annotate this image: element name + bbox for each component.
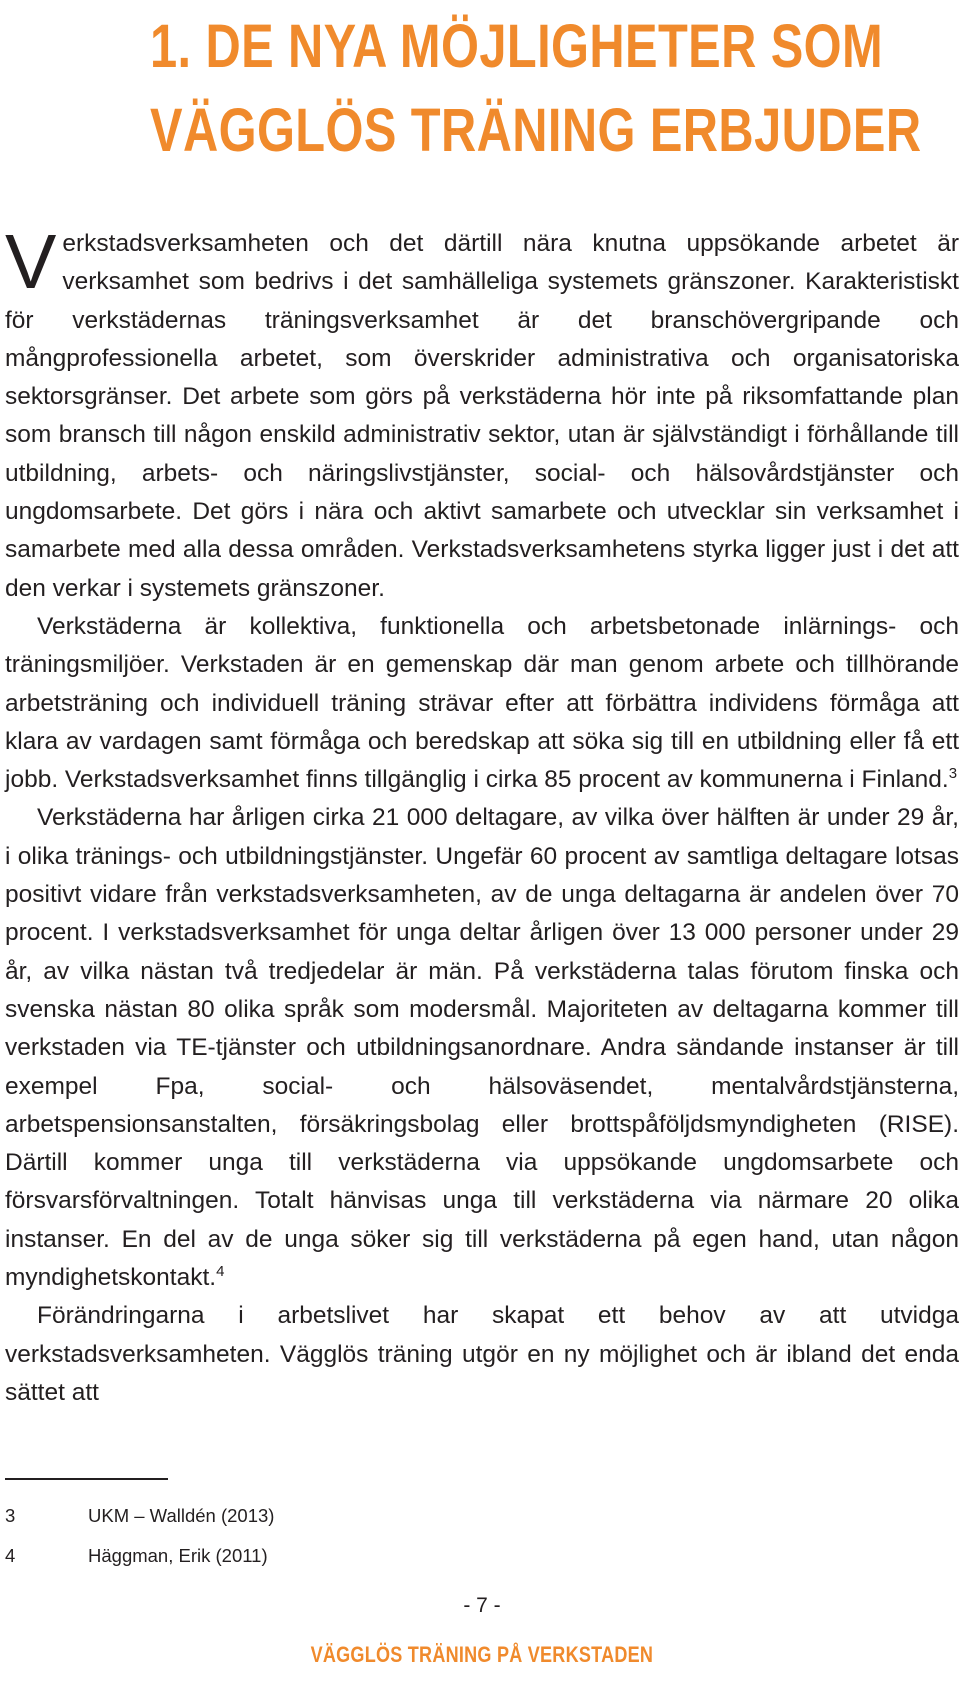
paragraph-4 (5, 1297, 959, 1412)
drop-cap: V (5, 219, 57, 305)
footnote-reference-4[interactable]: 4 (216, 1263, 225, 1281)
document-page (5, 0, 959, 1687)
body-text (5, 219, 959, 1412)
footnote-3 (5, 1496, 959, 1536)
paragraph-2 (5, 608, 959, 799)
chapter-title-line-2: VÄGGLÖS TRÄNING ERBJUDER (150, 96, 922, 164)
publication-title: VÄGGLÖS TRÄNING PÅ VERKSTADEN (310, 1642, 654, 1667)
footnote-4 (5, 1536, 959, 1576)
footnote-text: UKM – Walldén (2013) (88, 1505, 275, 1526)
paragraph-1-text: erkstadsverksamheten och det därtill nära knutna uppsökande arbetet är verksamhet som bedrivs i det samhälleliga systemets gränszoner. Karakteristiskt för verkstädernas träningsverksamhet är det branschövergripande och mångprofessionella arbetet, som överskrider administrativa och organisatoriska sektorsgränser. Det arbete som görs på verkstäderna hör inte på riksomfattande plan som bransch till någon enskild administrativ sektor, utan är självständigt i förhållande till utbildning, arbets- och näringslivstjänster, social- och hälsovårdstjänster och ungdomsarbete. Det görs i nära och aktivt samarbete och utvecklar sin verksamhet i samarbete med alla dessa områden. Verkstadsverksamhetens styrka ligger just i det att den verkar i systemets gränszoner. (5, 230, 959, 602)
footnote-reference-3[interactable]: 3 (948, 765, 958, 783)
paragraph-2-text: Verkstäderna är kollektiva, funktionella och arbetsbetonade inlärnings- och träningsmiljöer. Verkstaden är en gemenskap där man genom arbete och tillhörande arbetsträning och individuell träning strävar efter att förbättra individens förmåga att klara av vardagen samt förmåga och beredskap att söka sig till en utbildning eller få ett jobb. Verkstadsverksamhet finns tillgänglig i cirka 85 procent av kommunerna i Finland. (5, 612, 959, 794)
paragraph-3-text: Verkstäderna har årligen cirka 21 000 deltagare, av vilka över hälften är under 29 år, i olika tränings- och utbildningstjänster. Ungefär 60 procent av samtliga deltagare lotsas positivt vidare från verkstadsverksamheten, av de unga deltagarna är andelen över 70 procent. I verkstadsverksamhet för unga deltar årligen över 13 000 personer under 29 år, av vilka nästan två tredjedelar är män. På verkstäderna talas förutom finska och svenska nästan 80 olika språk som modersmål. Majoriteten av deltagarna kommer till verkstaden via TE-tjänster och utbildningsanordnare. Andra sändande instanser är till exempel Fpa, social- och hälsoväsendet, mentalvårdstjänsterna, arbetspensionsanstalten, försäkringsbolag eller brottspåföljdsmyndigheten (RISE). Därtill kommer unga till verkstäderna via uppsökande ungdomsarbete och försvarsförvaltningen. Totalt hänvisas unga till verkstäderna via närmare 20 olika instanser. En del av de unga söker sig till verkstäderna på egen hand, utan någon myndighetskontakt. (5, 804, 959, 1292)
running-footer (5, 1640, 959, 1670)
footnote-number: 4 (5, 1545, 16, 1566)
paragraph-4-text: Förändringarna i arbetslivet har skapat ett behov av att utvidga verkstadsverksamheten. Vägglös träning utgör en ny möjlighet och är ibland det enda sättet att (5, 1302, 959, 1406)
paragraph-3 (5, 799, 959, 1297)
footnotes (5, 1496, 959, 1576)
footnote-divider (5, 1478, 168, 1480)
chapter-title-line-1: 1. DE NYA MÖJLIGHETER SOM (150, 12, 884, 80)
footnote-number: 3 (5, 1505, 16, 1526)
chapter-title (150, 4, 921, 172)
paragraph-1 (5, 219, 959, 608)
footnote-text: Häggman, Erik (2011) (88, 1545, 268, 1566)
page-number: - 7 - (463, 1594, 501, 1617)
